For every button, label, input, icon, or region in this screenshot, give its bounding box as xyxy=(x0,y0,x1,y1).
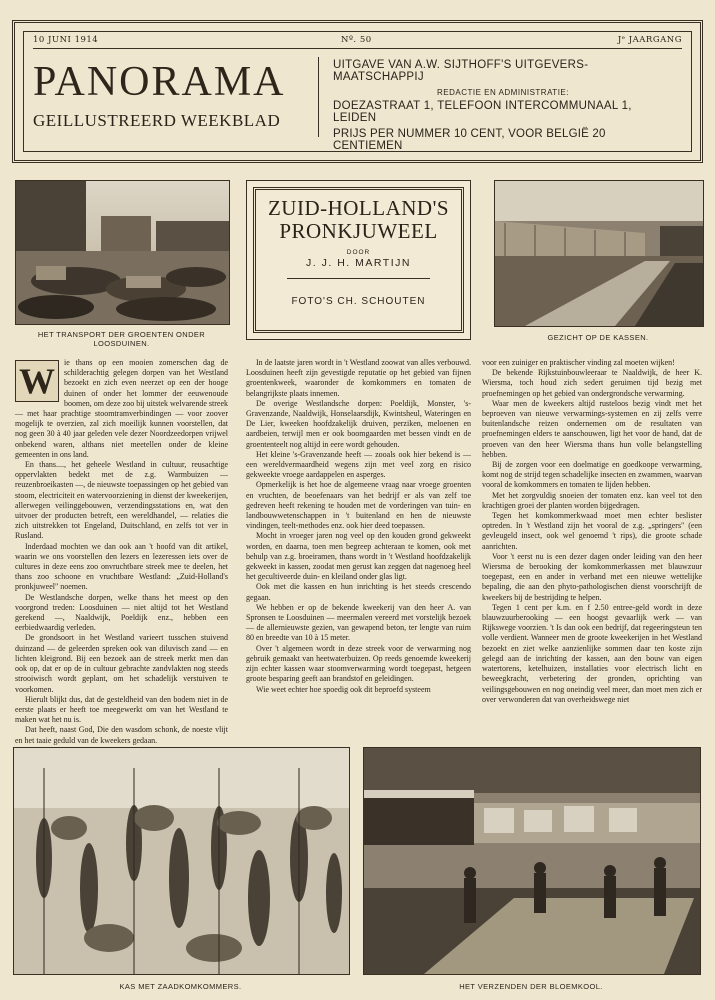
photo-zaadkomkommers-image xyxy=(14,748,349,974)
issue-number: Nº. 50 xyxy=(341,35,372,45)
article-title-line2: PRONKJUWEEL xyxy=(279,219,438,243)
masthead-info xyxy=(333,59,673,152)
text-column-3 xyxy=(482,358,702,740)
col3-paragraph: Tegen 1 cent per k.m. en f 2.50 entree-geld wordt in deze blauwzuurberooking — een hoogst gevaarlijk werk — van Rijkswege voorzien. 't Is dan ook een bedrijf, dat regeeringsteun ten volle verdient. Wanneer men de groote kweekerijen in het Westland bezoekt en ziet welke aanzienlijke sommen daar ten koste zijn gelegd aan de inrichting der kassen, aan den bouw van eigen watertorens, ketelhuizen, installaties voor electrisch licht en beweegkracht, verbetering der gronden, oprichting van veilingsgebouwen en nog oneindig veel meer, dan moet men zich er over verwonderen dat van overheidswege niet xyxy=(482,602,702,704)
photo-zaadkomkommers xyxy=(13,747,350,975)
col2-paragraph: We hebben er op de bekende kweekerij van den heer A. van Spronsen te Loosduinen — meermalen vereerd met vorstelijk bezoek — de allernieuwste gezien, van gewapend beton, ter lengte van ruim 80 en breedte van 10 à 15 meter. xyxy=(246,602,471,643)
col3-paragraph: Bij de zorgen voor een doelmatige en goedkoope verwarming, komt nog de strijd tegen schadelijke insecten en zwammen, waarvan vooral de komkommers en tomaten te lijden hebben. xyxy=(482,460,702,490)
dropcap: W xyxy=(15,360,59,402)
caption-top-left-line1: HET TRANSPORT DER GROENTEN ONDER xyxy=(37,330,206,339)
col2-paragraph: De overige Westlandsche dorpen: Poeldijk, Monster, 's-Gravenzande, Naaldwijk, Honselaarsdijk, Kwintsheul, Wateringen en De Lier, kweeken hoofdzakelijk druiven, perziken, meloenen en aardbeien, terwijl men er ook boomgaarden met bessen vindt en de groententeelt nog altijd in eere wordt gehouden. xyxy=(246,398,471,449)
col2-paragraph: Opmerkelijk is het hoe de algemeene vraag naar vroege groenten en vruchten, de beoefenaars van het bedrijf er als van zelf toe gedreven heeft rekening te houden met de vorderingen van tuin- en landbouwwetenschappen in 't buitenland en hen de nieuwste vindingen, teelt-methodes enz. ook hier deed toepassen. xyxy=(246,480,471,531)
photo-groenten-transport-image xyxy=(16,181,229,324)
caption-top-left-line2: LOOSDUINEN. xyxy=(93,339,150,348)
masthead xyxy=(12,20,703,163)
issue-year: Jᵉ JAARGANG xyxy=(617,35,682,45)
col1-paragraph: ie thans op een mooien zomerschen dag de schilderachtig gelegen dorpen van het Westland bezoekt en zich even neerzet op een der hooge duinen of onder het lommer der eeuwenoude boomen, om deze zoo bij uitstek welvarende streek — met haar prachtige stoomtramverbindingen — voor zoover mogelijk te overzien, zal zich moeilijk kunnen voorstellen, dat nog geen 30 à 40 jaar geleden vele dezer Noordzeedorpen vrijwel onbekend waren, althans niet meetellen onder de kleine gemeenten in ons land. xyxy=(15,358,228,459)
article-title xyxy=(247,197,470,243)
caption-bottom-left: KAS MET ZAADKOMKOMMERS. xyxy=(119,982,242,991)
col2-paragraph: Mocht in vroeger jaren nog veel op den kouden grond gekweekt worden, en daarna, toen men begreep achteraan te komen, ook met behulp van z.g. broeiramen, thans wordt in 't Westland hoofdzakelijk gekweekt in kassen, zoodat men gerust kan zeggen dat nagenoeg heel het gecultiveerde duin- en kleiland onder glas ligt. xyxy=(246,531,471,582)
col2-paragraph: In de laatste jaren wordt in 't Westland zoowat van alles verbouwd. Loosduinen heeft zijn gevestigde reputatie op het gebied van fijnen groentenkweek, waaronder de komkommers en tomaten de belangrijkste plaats innemen. xyxy=(246,358,471,398)
col1-paragraph: De Westlandsche dorpen, welke thans het meest op den voorgrond treden: Loosduinen — niet altijd tot het Westland gerekend —, Naaldwijk, Poeldijk enz., hebben een eerbiedwaardig verleden. xyxy=(15,592,228,633)
photo-bloemkool-verzending xyxy=(363,747,701,975)
article-photo-credit: FOTO'S CH. SCHOUTEN xyxy=(291,296,426,307)
masthead-rule xyxy=(33,48,682,49)
price-line: PRIJS PER NUMMER 10 CENT, VOOR BELGIË 20 CENTIEMEN xyxy=(333,128,606,152)
masthead-subtitle: GEILLUSTREERD WEEKBLAD xyxy=(33,111,281,130)
redactie-line: REDACTIE EN ADMINISTRATIE: xyxy=(437,88,569,97)
col1-paragraph: Dat heeft, naast God, Die den wasdom schonk, de noeste vlijt en het taaie geduld van de kweekers gedaan. xyxy=(15,725,228,745)
article-by: DOOR xyxy=(346,249,371,256)
col2-paragraph: Het kleine 's-Gravenzande heeft — zooals ook hier bekend is — een wereldvermaardheid wegens zijn met veel zorg en risico gekweekte vroege aardappelen en asperges. xyxy=(246,449,471,480)
caption-top-left xyxy=(15,330,228,348)
caption-top-right: GEZICHT OP DE KASSEN. xyxy=(547,333,649,342)
article-title-rule xyxy=(287,278,430,279)
article-title-box xyxy=(246,180,471,340)
masthead-divider xyxy=(318,57,319,137)
col3-paragraph: Tegen het komkommerkwaad moet men echter beslister optreden. In 't Westland zijn het vooral de z.g. „springers" (een gevleugeld insect, ook wel genoemd 't rips), die groote schade aanrichten. xyxy=(482,511,702,551)
masthead-title: PANORAMA xyxy=(33,59,286,105)
photo-bloemkool-verzending-image xyxy=(364,748,700,974)
col3-paragraph: Met het zorgvuldig snoeien der tomaten enz. kan veel tot den krachtigen groei der planten worden bijgedragen. xyxy=(482,490,702,510)
photo-groenten-transport xyxy=(15,180,230,325)
article-title-line1: ZUID-HOLLAND'S xyxy=(267,196,450,220)
article-author: J. J. H. MARTIJN xyxy=(306,257,411,269)
address-line: DOEZASTRAAT 1, TELEFOON INTERCOMMUNAAL 1, LEIDEN xyxy=(333,100,632,124)
col2-paragraph: Over 't algemeen wordt in deze streek voor de verwarming nog gebruik gemaakt van heetwaterbuizen. Op reeds genoemde kweekerij zijn echter kassen waar stoomverwarming wordt toegepast, hetgeen groote besparing geeft aan brandstof en geleidingen. xyxy=(246,643,471,684)
col2-paragraph: Wie weet echter hoe spoedig ook dit beproefd systeem xyxy=(256,684,431,694)
text-column-1 xyxy=(15,358,228,745)
col1-paragraph: En thans...., het geheele Westland in cultuur, reusachtige oppervlakten bedekt met de z.g. Warmbuizen — reuzenbroeikasten —, de nieuwste toepassingen op het gebied van stoom, electriciteit en watervoorziening in dienst der kweekerijen, allerwegen veilinggebouwen, verzendingsstations en, wat den uitvoer der producten betreft, een wereldhandel, — relaties die zich uitstrekken tot Engeland, Duitschland, en zelfs tot ver in Rusland. xyxy=(15,460,228,541)
col1-paragraph: Inderdaad mochten we dan ook aan 't hoofd van dit artikel, waarin we ons voorstellen den lezers en lezeressen iets over de cultures in deze eens zoo onvruchtbare streek mee te deelen, het thans zoo schoone en vruchtbare Westland: „Zuid-Holland's pronkjuweel" noemen. xyxy=(15,541,228,592)
col3-paragraph: Voor 't eerst nu is een dezer dagen onder leiding van den heer Wiersma de berooking der komkommerkassen met blauwzuur toegepast, een en ander in verband met een nieuwe wettelijke bepaling, die aan den phyto-pathologischen dienst voorschrijft de kweekers bij de bestrijding te helpen. xyxy=(482,551,702,602)
text-column-2 xyxy=(246,358,471,740)
photo-kassen xyxy=(494,180,704,327)
caption-bottom-right: HET VERZENDEN DER BLOEMKOOL. xyxy=(459,982,603,991)
col1-paragraph: De grondsoort in het Westland varieert tusschen stuivend duinzand — de geleerden spreken ook van diluvisch zand — en lichten kleigrond. Bij een bezoek aan de streek merkt men dan ook op, dat er op de in cultuur gebrachte zandvlakten nog steeds strooiwisch wordt geplant, om het schadelijk verstuiven te voorkomen. xyxy=(15,633,228,694)
col3-paragraph: voor een zuiniger en praktischer vinding zal moeten wijken! xyxy=(482,358,675,367)
photo-kassen-image xyxy=(495,181,703,326)
col3-paragraph: De bekende Rijkstuinbouwleeraar te Naaldwijk, de heer K. Wiersma, toch houd zich sedert geruimen tijd bezig met proefnemingen op het gebied van ondergrondsche verwarming. xyxy=(482,368,702,398)
col2-paragraph: Ook met die kassen en hun inrichting is het steeds crescendo gegaan. xyxy=(246,582,471,602)
col3-paragraph: Waar men de kweekers altijd rusteloos bezig vindt met het beproeven van nieuwe verwarmings-systemen en zij zelfs verre buitenlandsche reizen ondernemen om de resultaten van proefnemingen elders te aanschouwen, ligt het voor de hand, dat de proeven van den heer Wiersma thans hun volle belangstelling hebben. xyxy=(482,398,702,459)
publisher-line: UITGAVE VAN A.W. SIJTHOFF'S UITGEVERS-MAATSCHAPPIJ xyxy=(333,59,589,83)
issue-date: 10 JUNI 1914 xyxy=(33,35,99,45)
col1-paragraph: Hierult blijkt dus, dat de gesteldheid van den bodem niet in de eerste plaats er heeft toe meegewerkt om van het Westland te maken wat het nu is. xyxy=(15,694,228,725)
